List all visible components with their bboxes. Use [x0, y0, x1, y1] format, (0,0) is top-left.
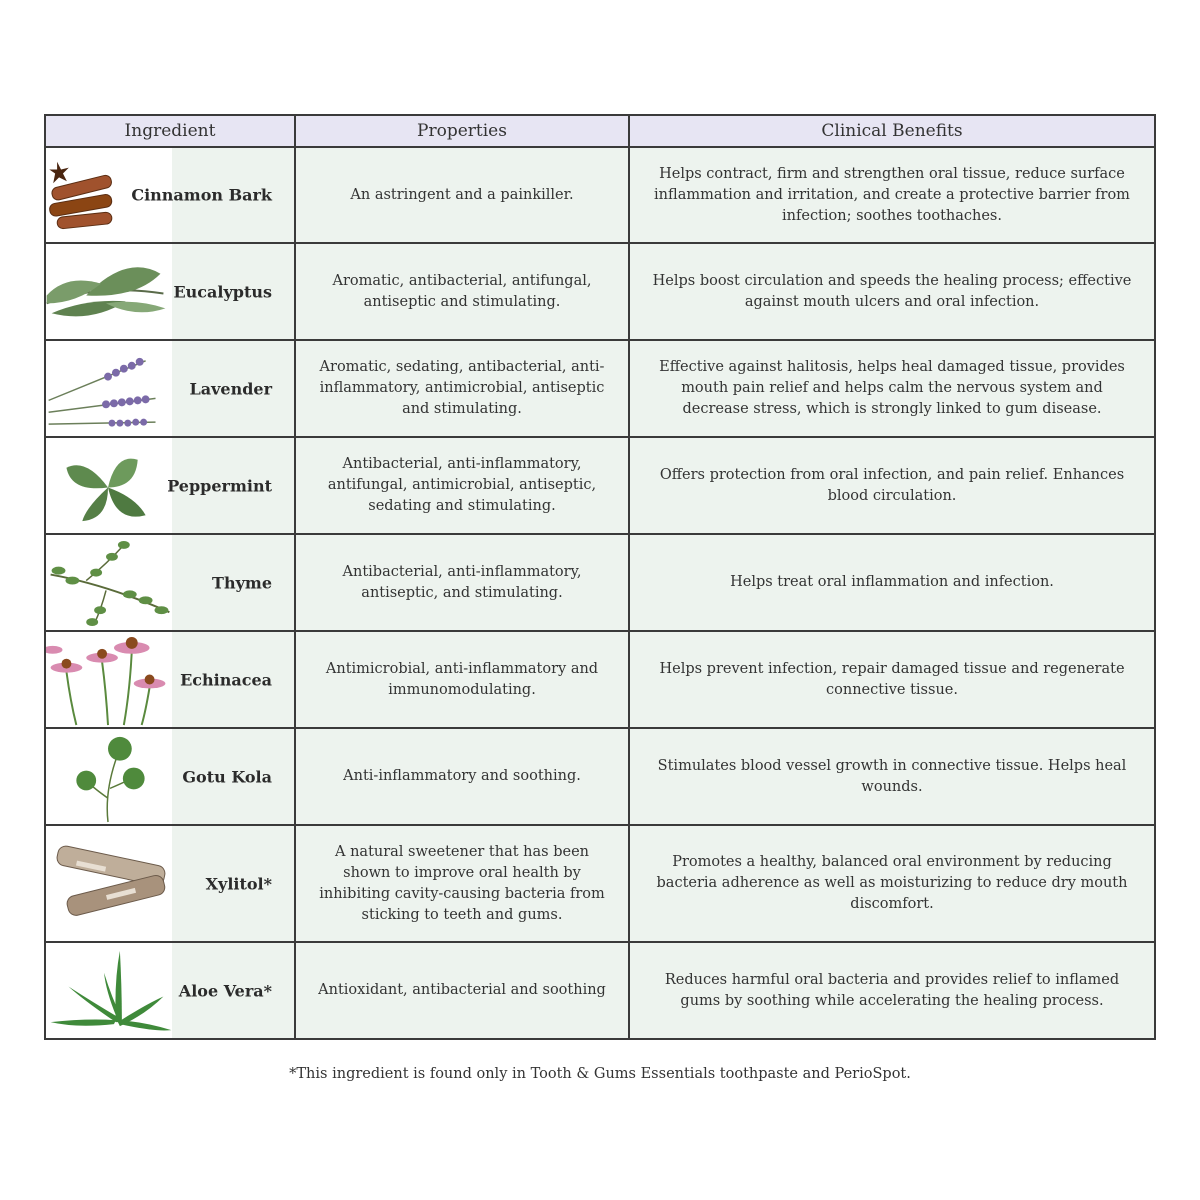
benefits-text: Offers protection from oral infection, and pain relief. Enhances blood circulation. — [659, 466, 1125, 504]
benefits-text: Helps treat oral inflammation and infection. — [730, 574, 1054, 590]
benefits-text: Helps boost circulation and speeds the healing process; effective against mouth ulcers and oral infection. — [652, 272, 1132, 310]
properties-text: Aromatic, sedating, antibacterial, anti-inflammatory, antimicrobial, antiseptic and stimulating. — [319, 359, 605, 417]
benefits-text: Promotes a healthy, balanced oral environment by reducing bacteria adherence as well as moisturizing to reduce dry mouth discomfort. — [656, 854, 1128, 912]
benefits-text: Helps prevent infection, repair damaged tissue and regenerate connective tissue. — [659, 660, 1125, 698]
properties-text: Antibacterial, anti-inflammatory, antifungal, antimicrobial, antiseptic, sedating and stimulating. — [327, 456, 597, 514]
benefits-cell — [629, 942, 1155, 1039]
benefits-text: Effective against halitosis, helps heal damaged tissue, provides mouth pain relief and helps calm the nervous system and decrease stress, which is strongly linked to gum disease. — [659, 359, 1125, 417]
benefits-cell — [629, 728, 1155, 825]
table-row — [45, 534, 1155, 631]
properties-text: A natural sweetener that has been shown to improve oral health by inhibiting cavity-causing bacteria from sticking to teeth and gums. — [319, 843, 605, 923]
properties-cell — [295, 340, 629, 437]
benefits-text: Helps contract, firm and strengthen oral tissue, reduce surface inflammation and irritation, and create a protective barrier from infection; soothes toothaches. — [654, 165, 1130, 224]
benefits-cell — [629, 147, 1155, 243]
table-row — [45, 728, 1155, 825]
ingredient-name: Eucalyptus — [173, 282, 272, 301]
ingredient-cell — [45, 534, 295, 631]
gotu-kola-icon — [46, 729, 172, 824]
echinacea-icon — [46, 632, 172, 727]
table-row — [45, 631, 1155, 728]
ingredient-name: Thyme — [212, 573, 272, 592]
header-properties: Properties — [295, 115, 629, 147]
table-row — [45, 437, 1155, 534]
ingredient-name: Xylitol* — [205, 874, 272, 893]
ingredient-cell — [45, 340, 295, 437]
thyme-icon — [46, 535, 172, 630]
ingredient-cell — [45, 631, 295, 728]
xylitol-icon — [46, 826, 172, 941]
properties-text: Antimicrobial, anti-inflammatory and immunomodulating. — [325, 660, 599, 698]
benefits-cell — [629, 825, 1155, 942]
ingredients-table — [44, 114, 1156, 1040]
footnote: *This ingredient is found only in Tooth & Gums Essentials toothpaste and PerioSpot. — [289, 1066, 911, 1082]
properties-cell — [295, 728, 629, 825]
ingredient-cell — [45, 437, 295, 534]
properties-cell — [295, 147, 629, 243]
properties-text: Antioxidant, antibacterial and soothing — [318, 982, 606, 998]
benefits-cell — [629, 437, 1155, 534]
table-row — [45, 825, 1155, 942]
table-row — [45, 147, 1155, 243]
properties-text: Anti-inflammatory and soothing. — [343, 768, 581, 784]
header-clinical-benefits: Clinical Benefits — [629, 115, 1155, 147]
ingredient-cell — [45, 942, 295, 1039]
benefits-cell — [629, 243, 1155, 340]
benefits-cell — [629, 340, 1155, 437]
benefits-text: Reduces harmful oral bacteria and provides relief to inflamed gums by soothing while accelerating the healing process. — [664, 971, 1120, 1009]
ingredient-cell — [45, 728, 295, 825]
ingredient-name: Peppermint — [167, 476, 272, 495]
ingredient-cell — [45, 825, 295, 942]
ingredient-name: Aloe Vera* — [178, 981, 272, 1000]
properties-cell — [295, 825, 629, 942]
table-header-row — [45, 115, 1155, 147]
benefits-text: Stimulates blood vessel growth in connective tissue. Helps heal wounds. — [657, 757, 1127, 795]
benefits-cell — [629, 631, 1155, 728]
ingredient-cell — [45, 147, 295, 243]
header-ingredient: Ingredient — [45, 115, 295, 147]
eucalyptus-icon — [46, 244, 172, 339]
properties-cell — [295, 942, 629, 1039]
properties-text: Antibacterial, anti-inflammatory, antiseptic, and stimulating. — [342, 563, 582, 601]
properties-cell — [295, 534, 629, 631]
ingredient-name: Cinnamon Bark — [131, 185, 272, 205]
properties-cell — [295, 631, 629, 728]
properties-cell — [295, 437, 629, 534]
ingredient-name: Lavender — [189, 379, 272, 398]
properties-text: Aromatic, antibacterial, antifungal, antiseptic and stimulating. — [332, 272, 592, 310]
ingredient-cell — [45, 243, 295, 340]
peppermint-icon — [46, 438, 172, 533]
table-row — [45, 340, 1155, 437]
lavender-icon — [46, 341, 172, 436]
properties-text: An astringent and a painkiller. — [350, 186, 574, 203]
aloe-vera-icon — [46, 943, 172, 1038]
table-row — [45, 243, 1155, 340]
benefits-cell — [629, 534, 1155, 631]
table-row — [45, 942, 1155, 1039]
ingredient-name: Echinacea — [180, 670, 272, 689]
ingredient-name: Gotu Kola — [182, 767, 272, 786]
properties-cell — [295, 243, 629, 340]
